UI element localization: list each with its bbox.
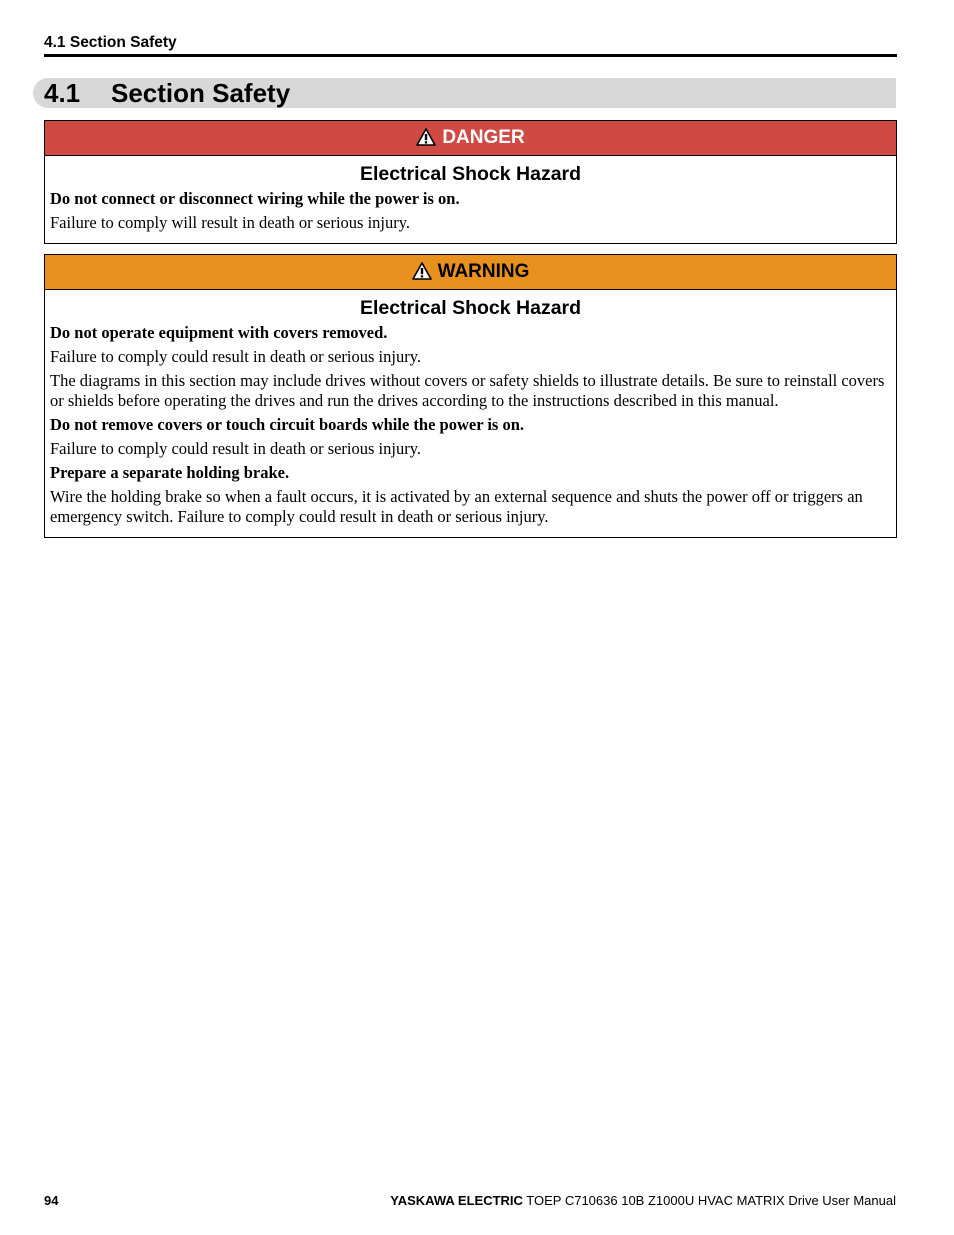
warning-consequence: Failure to comply could result in death or serious injury. bbox=[50, 439, 422, 458]
warning-instruction-circuit-boards: Do not remove covers or touch circuit boards while the power is on. bbox=[50, 415, 525, 434]
section-title: Section Safety bbox=[111, 78, 291, 108]
footer-brand: YASKAWA ELECTRIC bbox=[390, 1193, 523, 1208]
warning-hazard-title: Electrical Shock Hazard bbox=[359, 297, 582, 319]
warning-label: WARNING bbox=[437, 261, 530, 282]
danger-consequence: Failure to comply will result in death or serious injury. bbox=[50, 213, 411, 232]
danger-instruction: Do not connect or disconnect wiring while the power is on. bbox=[50, 189, 460, 208]
section-number: 4.1 bbox=[44, 78, 81, 108]
section-heading bbox=[44, 76, 290, 110]
danger-header bbox=[45, 121, 896, 156]
warning-header bbox=[45, 255, 896, 290]
footer-document-title: TOEP C710636 10B Z1000U HVAC MATRIX Drive User Manual bbox=[522, 1193, 896, 1208]
warning-note-brake: Wire the holding brake so when a fault occurs, it is activated by an external sequence and shuts the power off or triggers an emergency switch. Failure to comply could result in death or serious injury. bbox=[50, 487, 863, 526]
danger-body bbox=[45, 156, 896, 243]
warning-instruction-covers: Do not operate equipment with covers removed. bbox=[50, 323, 388, 342]
danger-label: DANGER bbox=[442, 127, 525, 148]
danger-hazard-title: Electrical Shock Hazard bbox=[359, 163, 582, 185]
header-rule bbox=[44, 54, 897, 57]
warning-instruction-brake: Prepare a separate holding brake. bbox=[50, 463, 290, 482]
page-number: 94 bbox=[44, 1193, 59, 1208]
warning-triangle-icon bbox=[416, 128, 436, 146]
running-header: 4.1 Section Safety bbox=[44, 34, 177, 51]
footer-document-info bbox=[390, 1193, 896, 1208]
warning-consequence: Failure to comply could result in death or serious injury. bbox=[50, 347, 422, 366]
warning-triangle-icon bbox=[412, 262, 432, 280]
warning-body bbox=[45, 290, 896, 537]
warning-note-diagrams: The diagrams in this section may include drives without covers or safety shields to illustrate details. Be sure to reinstall covers or shields before operating the drives and run the drives according to the instructions described in this manual. bbox=[50, 371, 885, 410]
warning-notice bbox=[44, 254, 897, 538]
danger-notice bbox=[44, 120, 897, 244]
